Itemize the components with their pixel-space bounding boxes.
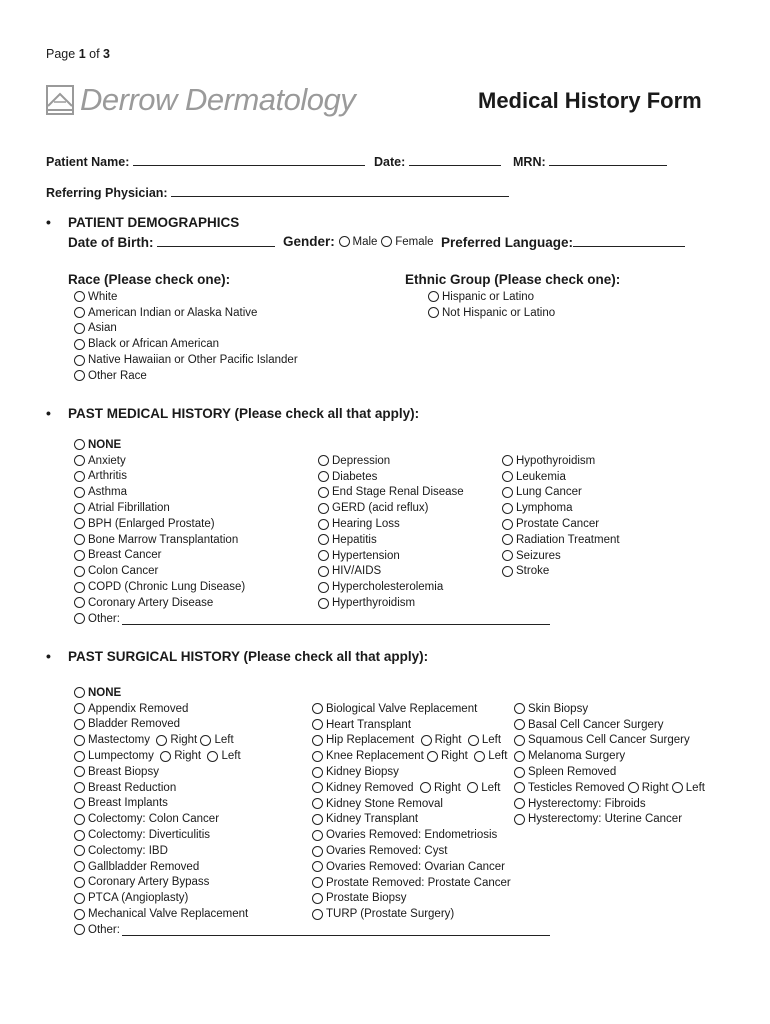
- mastectomy-right-radio[interactable]: [156, 735, 167, 746]
- race-option[interactable]: Native Hawaiian or Other Pacific Islander: [74, 352, 298, 368]
- testicles-right-radio[interactable]: [628, 782, 639, 793]
- surgical-option[interactable]: Gallbladder Removed: [74, 859, 550, 875]
- demographics-heading: PATIENT DEMOGRAPHICS: [68, 215, 240, 230]
- surgical-option[interactable]: Testicles Removed Right Left: [514, 780, 705, 796]
- surgical-option[interactable]: Spleen Removed: [514, 764, 705, 780]
- surgical-none-checkbox[interactable]: NONE: [74, 685, 550, 701]
- ethnic-option[interactable]: Not Hispanic or Latino: [428, 305, 555, 321]
- derrow-logo-icon: [46, 84, 74, 116]
- surgical-option[interactable]: Kidney Stone Removal: [312, 796, 511, 812]
- surgical-col-3: [514, 701, 705, 827]
- page-number: Page 1 of 3: [46, 47, 110, 61]
- lumpectomy-right-radio[interactable]: [160, 751, 171, 762]
- medical-option[interactable]: COPD (Chronic Lung Disease): [74, 579, 550, 595]
- surgical-option[interactable]: Hysterectomy: Fibroids: [514, 796, 705, 812]
- surgical-option[interactable]: Prostate Removed: Prostate Cancer: [312, 875, 511, 891]
- medical-option[interactable]: Atrial Fibrillation: [74, 500, 550, 516]
- knee-right-radio[interactable]: [427, 751, 438, 762]
- bullet-icon: •: [46, 214, 51, 230]
- medical-option[interactable]: HIV/AIDS: [318, 564, 464, 580]
- surgical-option[interactable]: Breast Biopsy: [74, 764, 550, 780]
- surgical-heading: PAST SURGICAL HISTORY (Please check all that apply):: [68, 649, 429, 664]
- medical-option[interactable]: Hearing Loss: [318, 516, 464, 532]
- surgical-option[interactable]: Heart Transplant: [312, 717, 511, 733]
- gender-field: Gender: Male Female: [283, 234, 434, 249]
- surgical-option[interactable]: Kidney Removed Right Left: [312, 780, 511, 796]
- bullet-icon: •: [46, 405, 51, 421]
- medical-option[interactable]: Depression: [318, 453, 464, 469]
- medical-option[interactable]: Lung Cancer: [502, 485, 620, 501]
- medical-option[interactable]: Hypertension: [318, 548, 464, 564]
- medical-option[interactable]: Hyperthyroidism: [318, 595, 464, 611]
- logo: [46, 80, 355, 120]
- surgical-option[interactable]: Skin Biopsy: [514, 701, 705, 717]
- race-option[interactable]: Other Race: [74, 368, 298, 384]
- mrn-field[interactable]: MRN:: [513, 153, 667, 169]
- race-option[interactable]: White: [74, 289, 298, 305]
- surgical-col-2: [312, 701, 511, 922]
- medical-none-checkbox[interactable]: NONE: [74, 437, 550, 453]
- medical-option[interactable]: Asthma: [74, 484, 550, 500]
- medical-other-field[interactable]: Other:: [74, 611, 550, 627]
- surgical-option[interactable]: Kidney Transplant: [312, 812, 511, 828]
- patient-name-field[interactable]: Patient Name:: [46, 153, 365, 169]
- knee-left-radio[interactable]: [474, 751, 485, 762]
- surgical-option[interactable]: Ovaries Removed: Cyst: [312, 843, 511, 859]
- form-title: Medical History Form: [478, 88, 702, 113]
- medical-option[interactable]: Radiation Treatment: [502, 532, 620, 548]
- medical-option[interactable]: Arthritis: [74, 469, 550, 485]
- surgical-option[interactable]: Ovaries Removed: Ovarian Cancer: [312, 859, 511, 875]
- medical-option[interactable]: Breast Cancer: [74, 548, 550, 564]
- race-heading: Race (Please check one):: [68, 272, 231, 287]
- medical-option[interactable]: Prostate Cancer: [502, 516, 620, 532]
- medical-option[interactable]: Hypercholesterolemia: [318, 579, 464, 595]
- bullet-icon: •: [46, 648, 51, 664]
- surgical-option[interactable]: Breast Reduction: [74, 780, 550, 796]
- medical-option[interactable]: Colon Cancer: [74, 563, 550, 579]
- date-field[interactable]: Date:: [374, 153, 501, 169]
- race-option[interactable]: American Indian or Alaska Native: [74, 305, 298, 321]
- ethnic-option[interactable]: Hispanic or Latino: [428, 289, 555, 305]
- surgical-option[interactable]: Colectomy: Diverticulitis: [74, 827, 550, 843]
- medical-option[interactable]: Coronary Artery Disease: [74, 595, 550, 611]
- medical-option[interactable]: Seizures: [502, 548, 620, 564]
- race-option[interactable]: Asian: [74, 321, 298, 337]
- medical-option[interactable]: Lymphoma: [502, 500, 620, 516]
- medical-option[interactable]: End Stage Renal Disease: [318, 485, 464, 501]
- medical-option[interactable]: Hypothyroidism: [502, 453, 620, 469]
- testicles-left-radio[interactable]: [672, 782, 683, 793]
- surgical-option[interactable]: Lumpectomy Right Left: [74, 748, 550, 764]
- surgical-option[interactable]: Mechanical Valve Replacement: [74, 906, 550, 922]
- medical-option[interactable]: Bone Marrow Transplantation: [74, 532, 550, 548]
- surgical-option[interactable]: Biological Valve Replacement: [312, 701, 511, 717]
- medical-col-1: [74, 437, 550, 627]
- medical-col-3: [502, 453, 620, 579]
- surgical-option[interactable]: Squamous Cell Cancer Surgery: [514, 733, 705, 749]
- medical-option[interactable]: Diabetes: [318, 469, 464, 485]
- surgical-option[interactable]: Basal Cell Cancer Surgery: [514, 717, 705, 733]
- medical-option[interactable]: Stroke: [502, 564, 620, 580]
- surgical-option[interactable]: Melanoma Surgery: [514, 748, 705, 764]
- medical-col-2: [318, 453, 464, 611]
- language-field[interactable]: Preferred Language:: [441, 234, 685, 250]
- medical-option[interactable]: Leukemia: [502, 469, 620, 485]
- kidney-right-radio[interactable]: [420, 782, 431, 793]
- surgical-option[interactable]: Coronary Artery Bypass: [74, 875, 550, 891]
- ethnic-heading: Ethnic Group (Please check one):: [405, 272, 621, 287]
- surgical-option[interactable]: Hip Replacement Right Left: [312, 733, 511, 749]
- race-option[interactable]: Black or African American: [74, 336, 298, 352]
- surgical-option[interactable]: Colectomy: Colon Cancer: [74, 811, 550, 827]
- referring-physician-field[interactable]: Referring Physician:: [46, 184, 509, 200]
- hip-right-radio[interactable]: [421, 735, 432, 746]
- medical-heading: PAST MEDICAL HISTORY (Please check all that apply):: [68, 406, 420, 421]
- surgical-option[interactable]: Prostate Biopsy: [312, 891, 511, 907]
- surgical-option[interactable]: PTCA (Angioplasty): [74, 890, 550, 906]
- surgical-option[interactable]: Hysterectomy: Uterine Cancer: [514, 812, 705, 828]
- surgical-option[interactable]: Mastectomy Right Left: [74, 732, 550, 748]
- gender-male-radio[interactable]: Male: [339, 236, 378, 248]
- surgical-option[interactable]: Breast Implants: [74, 796, 550, 812]
- surgical-option[interactable]: Colectomy: IBD: [74, 843, 550, 859]
- ethnic-options: [428, 289, 555, 321]
- surgical-option[interactable]: Kidney Biopsy: [312, 764, 511, 780]
- medical-option[interactable]: BPH (Enlarged Prostate): [74, 516, 550, 532]
- hip-left-radio[interactable]: [468, 735, 479, 746]
- surgical-option[interactable]: Knee Replacement Right Left: [312, 748, 511, 764]
- surgical-option[interactable]: Appendix Removed: [74, 701, 550, 717]
- surgical-other-field[interactable]: Other:: [74, 922, 550, 938]
- surgical-option[interactable]: TURP (Prostate Surgery): [312, 906, 511, 922]
- lumpectomy-left-radio[interactable]: [207, 751, 218, 762]
- surgical-option[interactable]: Ovaries Removed: Endometriosis: [312, 827, 511, 843]
- surgical-option[interactable]: Bladder Removed: [74, 717, 550, 733]
- dob-field[interactable]: Date of Birth:: [68, 234, 275, 250]
- mastectomy-left-radio[interactable]: [200, 735, 211, 746]
- medical-option[interactable]: Anxiety: [74, 453, 550, 469]
- logo-text: Derrow Dermatology: [80, 82, 356, 117]
- race-options: [74, 289, 298, 384]
- medical-option[interactable]: Hepatitis: [318, 532, 464, 548]
- medical-option[interactable]: GERD (acid reflux): [318, 500, 464, 516]
- kidney-left-radio[interactable]: [467, 782, 478, 793]
- gender-female-radio[interactable]: Female: [381, 236, 433, 248]
